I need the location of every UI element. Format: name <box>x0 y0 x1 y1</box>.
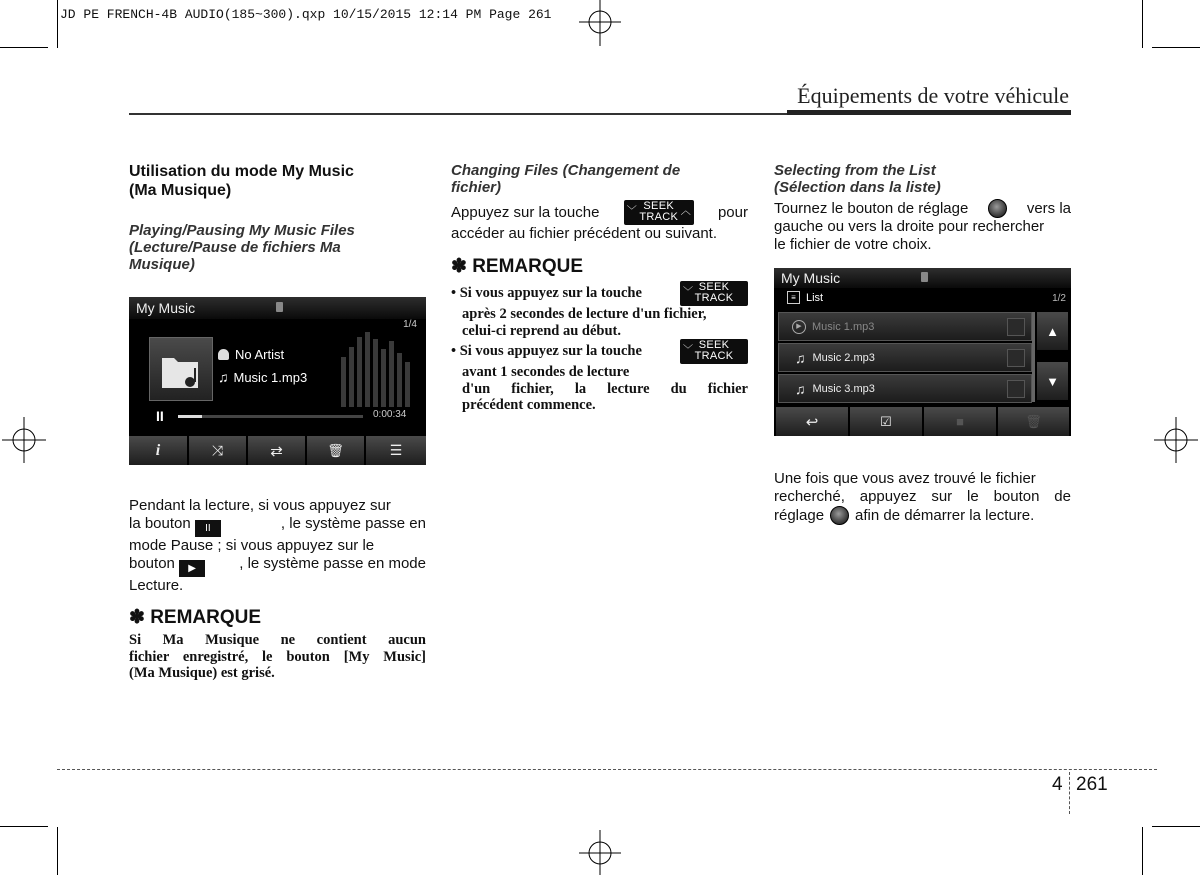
list-item[interactable]: ▶ Music 1.mp3 <box>778 312 1032 341</box>
registration-mark-top <box>575 0 625 48</box>
play-button-icon: ▶ <box>179 560 205 577</box>
column-2 <box>451 162 748 414</box>
seek-track-button-icon: ﹀ SEEK TRACK <box>680 339 748 364</box>
visualizer-decoration <box>341 327 421 417</box>
subheading-playing-pausing: Playing/Pausing My Music Files (Lecture/Pause de fichiers Ma Musique) <box>129 222 355 273</box>
chapter-number: 4 <box>1052 774 1063 795</box>
section-heading: Utilisation du mode My Music (Ma Musique) <box>129 163 354 199</box>
confirm-paragraph: Une fois que vous avez trouvé le fichier recherché, appuyez sur le bouton de réglage afin de démarrer la lecture. <box>774 470 1071 524</box>
changing-files-paragraph: Appuyez sur la touche ﹀ SEEK TRACK ︿ pour accéder au fichier précédent ou suivant. <box>451 200 748 242</box>
music-note-icon: ♫ <box>218 369 229 385</box>
screen-title: My Music <box>136 300 196 316</box>
page-number: 261 <box>1076 774 1108 795</box>
pause-button-icon: II <box>195 520 221 537</box>
my-music-player-screen <box>129 297 426 465</box>
column-3 <box>774 162 1071 254</box>
registration-mark-left <box>0 415 48 465</box>
my-music-list-screen <box>774 268 1071 436</box>
pause-play-paragraph: Pendant la lecture, si vous appuyez sur la bouton II , le système passe en mode Pause ; si vous appuyez sur le bouton ▶ , le système passe en mode Lecture. <box>129 497 426 594</box>
seek-track-button-icon: ﹀ SEEK TRACK ︿ <box>624 200 694 225</box>
delete-icon[interactable]: 🗑 <box>998 407 1069 436</box>
screen-title: My Music <box>781 270 841 286</box>
selecting-paragraph: Tournez le bouton de réglage vers la gauche ou vers la droite pour rechercher le fichier de votre choix. <box>774 199 1071 253</box>
list-icon[interactable]: ☰ <box>366 436 426 465</box>
artist-row <box>218 347 284 362</box>
folder-music-icon <box>150 338 212 400</box>
list-header: ≡ List <box>787 291 823 304</box>
tune-knob-icon <box>988 199 1007 218</box>
chapter-title: Équipements de votre véhicule <box>797 83 1069 108</box>
list-item[interactable]: ♫ Music 2.mp3 <box>778 343 1032 372</box>
play-icon: ▶ <box>792 320 806 334</box>
player-button-bar <box>129 436 426 465</box>
registration-mark-right <box>1152 415 1200 465</box>
footer-dashed-rule <box>57 769 1157 770</box>
print-slug: JD PE FRENCH-4B AUDIO(185~300).qxp 10/15/2015 12:14 PM Page 261 <box>60 7 552 22</box>
track-row <box>218 369 307 385</box>
person-icon <box>218 349 229 360</box>
list-button-bar <box>774 407 1071 436</box>
usb-icon <box>921 272 928 282</box>
track-name: Music 1.mp3 <box>233 369 308 385</box>
music-note-icon: ♫ <box>795 380 806 397</box>
artist-name: No Artist <box>235 347 285 362</box>
seek-track-button-icon: ﹀ SEEK TRACK <box>680 281 748 306</box>
pause-icon[interactable]: II <box>156 408 164 424</box>
deselect-icon[interactable]: ■ <box>924 407 996 436</box>
select-all-icon[interactable]: ☑ <box>850 407 922 436</box>
list-item[interactable]: ♫ Music 3.mp3 <box>778 374 1032 403</box>
remark-box-2: • Si vous appuyez sur la touche ﹀ SEEK TRACK après 2 secondes de lecture d'un fichier, celui-ci reprend au début. • Si vous appuyez sur la touche ﹀ SEEK TRACK avant 1 secondes de lecture d'un fichier, la lecture du fichier précédent commence. <box>451 281 748 413</box>
column-1 <box>129 162 426 273</box>
scroll-up-icon[interactable]: ▲ <box>1037 312 1068 350</box>
checkbox[interactable] <box>1007 318 1025 336</box>
checkbox[interactable] <box>1007 349 1025 367</box>
scroll-down-icon[interactable]: ▼ <box>1037 362 1068 400</box>
remark-box-1: ✽ REMARQUE Si Ma Musique ne contient aucun fichier enregistré, le bouton [My Music] (Ma Musique) est grisé. <box>129 607 426 681</box>
remark-title-2: ✽ REMARQUE <box>451 256 584 277</box>
info-icon[interactable]: i <box>129 436 187 465</box>
repeat-icon[interactable]: ⇄ <box>248 436 305 465</box>
progress-track[interactable] <box>202 415 363 418</box>
footer-divider <box>1069 772 1070 814</box>
shuffle-icon[interactable]: ⤨ <box>189 436 246 465</box>
checkbox[interactable] <box>1007 380 1025 398</box>
album-art <box>149 337 213 401</box>
list-icon: ≡ <box>787 291 800 304</box>
subheading-selecting-list: Selecting from the List (Sélection dans la liste) <box>774 162 941 196</box>
scrollbar[interactable] <box>1032 312 1035 402</box>
header-rule-accent <box>787 110 1071 115</box>
track-count: 1/4 <box>403 319 417 330</box>
subheading-changing-files: Changing Files (Changement de fichier) <box>451 162 681 196</box>
progress-fill <box>178 415 202 418</box>
delete-icon[interactable]: 🗑 <box>307 436 364 465</box>
elapsed-time: 0:00:34 <box>373 409 407 420</box>
tune-knob-icon <box>830 506 849 525</box>
registration-mark-bottom <box>575 828 625 875</box>
remark-title: ✽ REMARQUE <box>129 607 262 628</box>
usb-icon <box>276 302 283 312</box>
music-note-icon: ♫ <box>795 349 806 366</box>
page-indicator: 1/2 <box>1052 293 1066 304</box>
back-icon[interactable]: ↩ <box>776 407 848 436</box>
